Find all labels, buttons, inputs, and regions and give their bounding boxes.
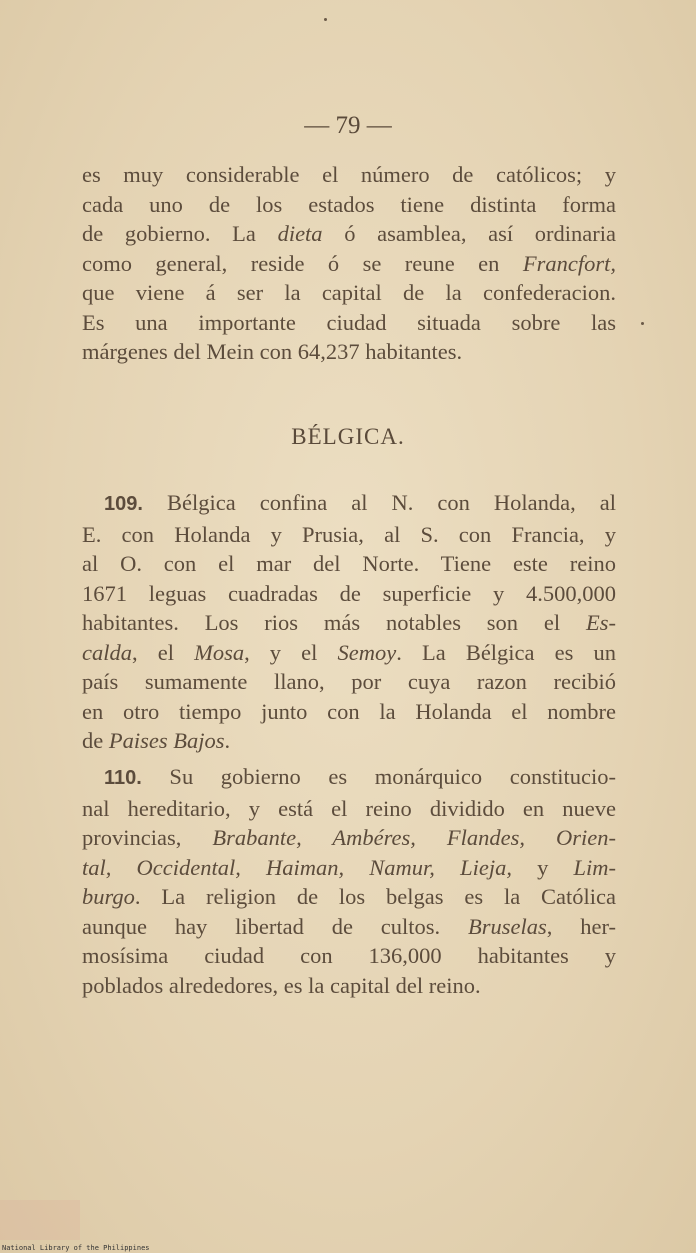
paper-speck [641, 322, 644, 325]
text-line: al O. con el mar del Norte. Tiene este reino [82, 551, 616, 576]
text-line: en otro tiempo junto con la Holanda el nombre [82, 698, 616, 724]
text-line: burgo. La religion de los belgas es la Católica [82, 884, 616, 909]
italic-term: Paises Bajos [108, 728, 225, 753]
text-line: es muy considerable el número de católicos; y [82, 162, 616, 187]
paragraph-109 [82, 488, 616, 756]
page-number: — 79 — [304, 112, 392, 139]
text-line: márgenes del Mein con 64,237 habitantes. [82, 339, 463, 364]
text-line: país sumamente llano, por cuya razon recibió [82, 669, 616, 694]
italic-term: Lim- [573, 854, 617, 880]
italic-term: Francfort, [522, 250, 616, 276]
text-line: poblados alrededores, es la capital del reino. [82, 972, 481, 998]
paragraph-number: 110. [104, 767, 142, 789]
italic-term: Bruselas [468, 913, 547, 939]
italic-term: Es- [586, 610, 616, 635]
text-line: nal hereditario, y está el reino dividido en nueve [82, 795, 616, 821]
paper-speck [324, 18, 327, 21]
italic-term: Semoy [337, 639, 397, 665]
text-line: calda, el Mosa, y el Semoy. La Bélgica es un [82, 639, 616, 665]
italic-term: tal, Occidental, Haiman, Namur, Lieja, [82, 854, 512, 880]
paragraph-number: 109. [104, 493, 143, 515]
italic-term: Brabante, Ambéres, Flandes, Orien- [212, 825, 616, 850]
text-line: 1671 leguas cuadradas de superficie y 4.500,000 [82, 580, 616, 606]
text-line: de Paises Bajos. [82, 728, 231, 753]
text-line: mosísima ciudad con 136,000 habitantes y [82, 943, 616, 968]
text-line: de gobierno. La dieta ó asamblea, así ordinaria [82, 221, 616, 246]
text-line: aunque hay libertad de cultos. Bruselas, her- [82, 913, 616, 939]
text-line: provincias, Brabante, Ambéres, Flandes, Orien- [82, 825, 616, 850]
paragraph-germany-continued [82, 160, 616, 367]
text-line: tal, Occidental, Haiman, Namur, Lieja, y Lim- [82, 854, 617, 880]
text-line: que viene á ser la capital de la confederacion. [82, 280, 616, 305]
text-line: 110. Su gobierno es monárquico constitucio- [104, 764, 616, 789]
text-line: E. con Holanda y Prusia, al S. con Francia, y [82, 521, 616, 547]
italic-term: Mosa [194, 639, 245, 665]
text-line: habitantes. Los rios más notables son el Es- [82, 610, 616, 635]
italic-term: burgo [82, 884, 135, 909]
text-line: Es una importante ciudad situada sobre las [82, 309, 616, 335]
library-credit: National Library of the Philippines [2, 1244, 150, 1252]
section-heading: BÉLGICA. [291, 424, 405, 449]
text-line: cada uno de los estados tiene distinta forma [82, 191, 616, 217]
text-line: como general, reside ó se reune en Francfort, [82, 250, 616, 276]
italic-term: calda [82, 639, 132, 665]
italic-term: dieta [277, 221, 323, 246]
page-stain [0, 1200, 80, 1240]
text-line: 109. Bélgica confina al N. con Holanda, al [104, 490, 616, 515]
paragraph-110 [82, 762, 616, 1000]
